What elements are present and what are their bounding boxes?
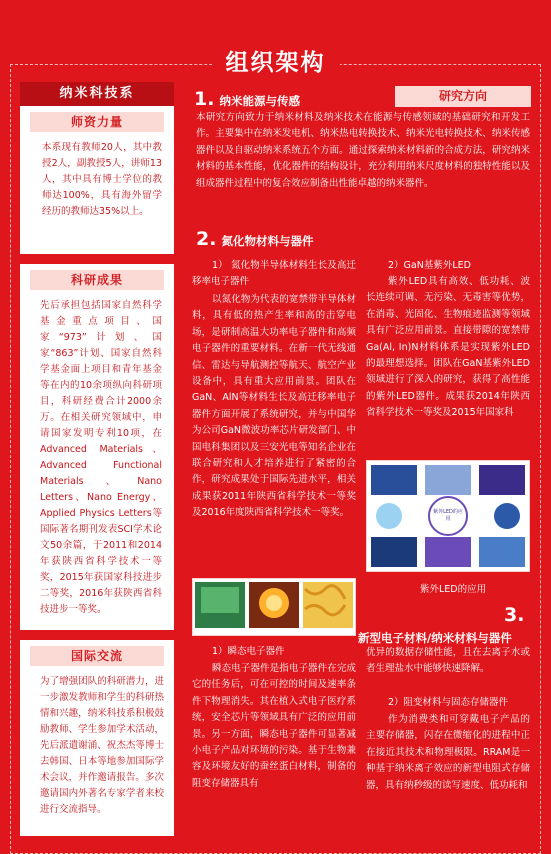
resistive-sub2-text: 作为消费类和可穿戴电子产品的主要存储器，闪存在微缩化的进程中正在接近其技术和物理极限。RRAM是一种基于纳米离子效应的新型电阻式存储器，具有纳秒级的读写速度、低功耗和 [366, 714, 530, 791]
faculty-title: 师资力量 [30, 112, 164, 132]
spacer [20, 254, 174, 264]
faculty-wrap [20, 106, 174, 132]
section-2-title: 氮化物材料与器件 [221, 234, 314, 248]
research-box [20, 290, 174, 630]
research-direction-badge: 研究方向 [395, 86, 531, 107]
nitride-sub1-title: 1） 氮化物半导体材料生长及高迁移率电子器件 [192, 260, 356, 288]
resistive-sub2-title: 2）阻变材料与固态存储器件 [388, 697, 509, 708]
exchange-box [20, 666, 174, 836]
section-1-title: 纳米能源与传感 [219, 94, 301, 108]
research-title: 科研成果 [30, 270, 164, 290]
uv-led-diagram [366, 460, 530, 572]
transient-sub1-text: 瞬态电子器件是指电子器件在完成它的任务后，可在可控的时间及速率条件下物理消失。其在植入式电子医疗系统，安全芯片等领域具有广泛的应用前景。另一方面，瞬态电子器件可显著减小电子产品对环境的污染。基于生物兼容及环境友好的蚕丝蛋白材料，制备的阻变存储器具有 [192, 663, 356, 789]
page-title-wrap [0, 44, 551, 77]
exchange-wrap [20, 640, 174, 666]
device-photos-image [193, 579, 355, 635]
research-wrap [20, 264, 174, 290]
research-text: 先后承担包括国家自然科学基金重点项目、国家“973”计划、国家“863”计划、国家自然科学基金面上项目和青年基金等在内的10余项纵向科研项目，科研经费合计2000余万。在相关研究领域中，申请国家发明专利10项，在Advanced Materials、Advanced Functional Materials、Nano Letters、Nano Energy、Applied Physics Letters等国际著名期刊发表SCI学术论文50余篇，于2011和2014年获陕西省科学技术一等奖，2015年获国家科技进步二等奖，2016年获陕西省科技进步一等奖。 [40, 300, 162, 615]
device-photos [192, 578, 356, 636]
uv-led-caption: 紫外LED的应用 [420, 584, 487, 595]
section-3-title: 新型电子材料/纳米材料与器件 [358, 631, 512, 645]
section-1-heading [194, 88, 300, 110]
section-3-number: 3. [504, 604, 525, 626]
faculty-text: 本系现有教师20人，其中教授2人，副教授5人，讲师13人，其中具有博士学位的教师达100%，具有海外留学经历的教师达35%以上。 [42, 142, 162, 217]
faculty-box [20, 132, 174, 254]
section-2-heading [196, 228, 314, 250]
section-1-text: 本研究方向致力于纳米材料及纳米技术在能源与传感领域的基础研究和开发工作。主要集中在纳米发电机、纳米热电转换技术、纳米光电转换技术、纳米传感器件以及自驱动纳米系统五个方面。通过探索纳米材料新的合成方法，研究纳米材料的基本性能，优化器件的结构设计，充分利用纳米尺度材料的独特性能以及组成器件过程中的复合效应制备出性能卓越的纳米器件。 [196, 112, 530, 189]
uv-led-diagram-label: 紫外LED的应用 [433, 509, 463, 522]
page-title: 组织架构 [212, 44, 340, 77]
section-2-number: 2. [196, 228, 217, 250]
nitride-sub1-text: 以氮化物为代表的宽禁带半导体材料，具有低的热产生率和高的击穿电场，是研制高温大功率电子器件和高频电子器件的重要材料。在新一代无线通信、雷达与导航测控等航天、航空产业设备中，具有重大应用前景。团队在GaN、AlN等材料生长及高迁移率电子器件方面开展了系统研究，并与中国华为公司GaN微波功率芯片研发部门、中国电科集团以及三安光电等知名企业在联合研究和人才培养进行了紧密的合作，研究成果处于国际先进水平，相关成果获2011年陕西省科学技术一等奖及2016年度陕西省科学技术一等奖。 [192, 294, 356, 519]
section-1-number: 1. [194, 88, 215, 110]
exchange-text: 为了增强团队的科研潜力，进一步激发教师和学生的科研热情和兴趣，纳米科技系积极鼓励教师、学生参加学术活动，先后派遣谢涌、祝杰杰等博士去韩国、日本等地参加国际学术会议，并作邀请报告。多次邀请国内外著名专家学者来校进行交流指导。 [40, 676, 164, 815]
nitride-sub2-text: 紫外LED具有高效、低功耗、波长连续可调、无污染、无毒害等优势，在消毒、光固化、生物痕迹监测等领域具有广泛应用前景。直接带隙的宽禁带Ga(Al, In)N材料体系是实现紫外LED的最理想选择。团队在GaN基紫外LED领域进行了深入的研究，获得了高性能的紫外LED器件。成果获2014年陕西省科学技术一等奖及2015年国家科 [366, 276, 530, 419]
transient-continued-text: 优异的数据存储性能，且在去离子水或者生理盐水中能够快速降解。 [366, 647, 530, 675]
exchange-title: 国际交流 [30, 646, 164, 666]
sidebar-header: 纳米科技系 [20, 82, 174, 106]
sidebar [20, 82, 174, 836]
transient-sub1-title: 1）瞬态电子器件 [212, 646, 285, 657]
spacer [20, 630, 174, 640]
nitride-sub2-title: 2）GaN基紫外LED [388, 260, 471, 271]
